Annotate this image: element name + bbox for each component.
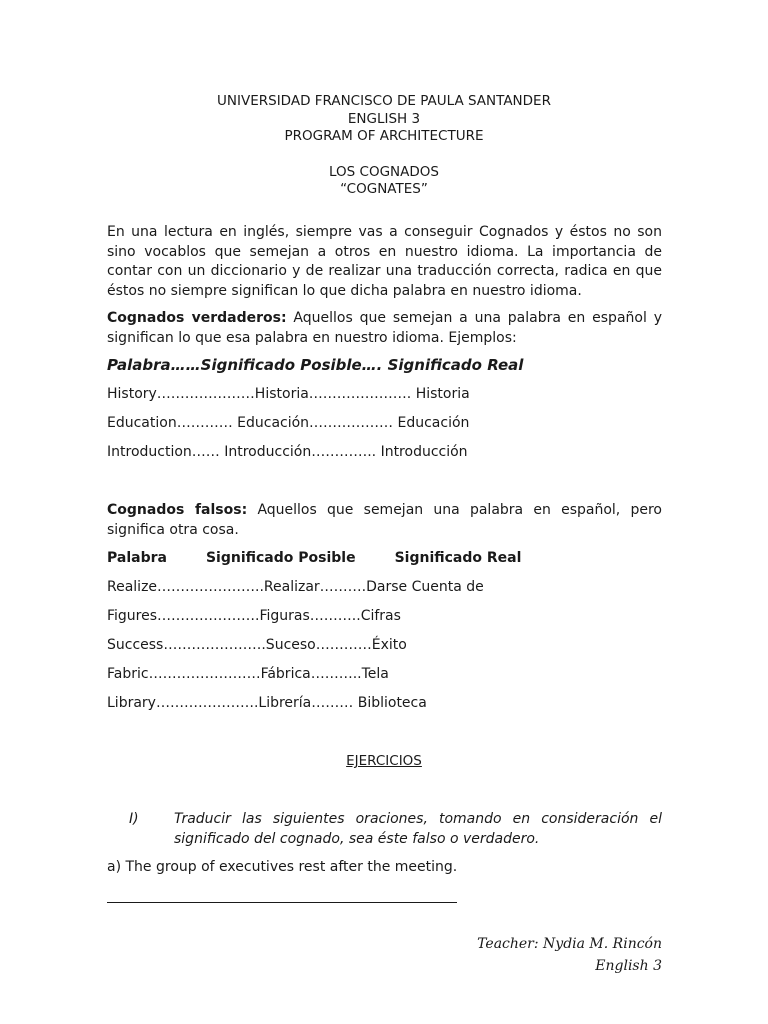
exercise-instruction: Traducir las siguientes oraciones, tomando en consideración el significado del cognado, sea éste falso o verdadero. [174,811,662,847]
program-heading: PROGRAM OF ARCHITECTURE [284,128,484,144]
exercise-sentence-a: a) The group of executives rest after the meeting. [107,859,458,875]
topic-subtitle: “COGNATES” [340,181,428,197]
false-cognate-row: Success………………….Suceso…………Éxito [107,637,407,653]
intro-paragraph: En una lectura en inglés, siempre vas a conseguir Cognados y éstos no son sino vocablos que semejan a otros en nuestro idioma. La importancia de contar con un diccionario y de realizar una traducción correcta, radica en que éstos no siempre significan lo que dicha palabra en nuestro idioma. [107,224,662,299]
exercises-title: EJERCICIOS [346,753,422,769]
false-cognate-row: Realize…………………..Realizar……….Darse Cuenta de [107,579,484,595]
true-cognate-row: Introduction…… Introducción………….. Introducción [107,444,468,460]
true-cognates-description: Aquellos que semejan a una palabra en español y significan lo que esa palabra en nuestro idioma. Ejemplos: [107,310,662,346]
exercise-number: I) [129,811,139,827]
exercises-title-wrap [0,752,768,771]
course-heading: ENGLISH 3 [347,111,421,127]
false-cognates-description: Aquellos que semejan una palabra en español, pero significa otra cosa. [107,502,663,538]
university-heading: UNIVERSIDAD FRANCISCO DE PAULA SANTANDER [217,93,551,109]
footer-teacher: Teacher: Nydia M. Rincón [477,936,662,952]
true-cognates-table-header: Palabra……Significado Posible…. Significado Real [107,356,524,374]
true-cognate-row: Education………… Educación……………… Educación [107,415,470,431]
false-cognate-row: Figures………………….Figuras………..Cifras [107,608,401,624]
true-cognates-label: Cognados verdaderos: [107,310,287,326]
true-cognate-row: History…………………Historia…………………. Historia [107,386,470,402]
true-cognates-paragraph [107,309,662,348]
false-cognates-table-header: Palabra Significado Posible Significado Real [107,550,522,566]
exercise-item [107,810,662,850]
false-cognates-paragraph [107,501,662,540]
false-cognates-label: Cognados falsos: [107,502,248,518]
answer-blank-line[interactable] [107,902,457,903]
footer-course: English 3 [595,958,662,974]
false-cognate-row: Fabric……………………Fábrica………..Tela [107,666,389,682]
false-cognate-row: Library………………….Librería……… Biblioteca [107,695,427,711]
topic-title: LOS COGNADOS [329,164,439,180]
